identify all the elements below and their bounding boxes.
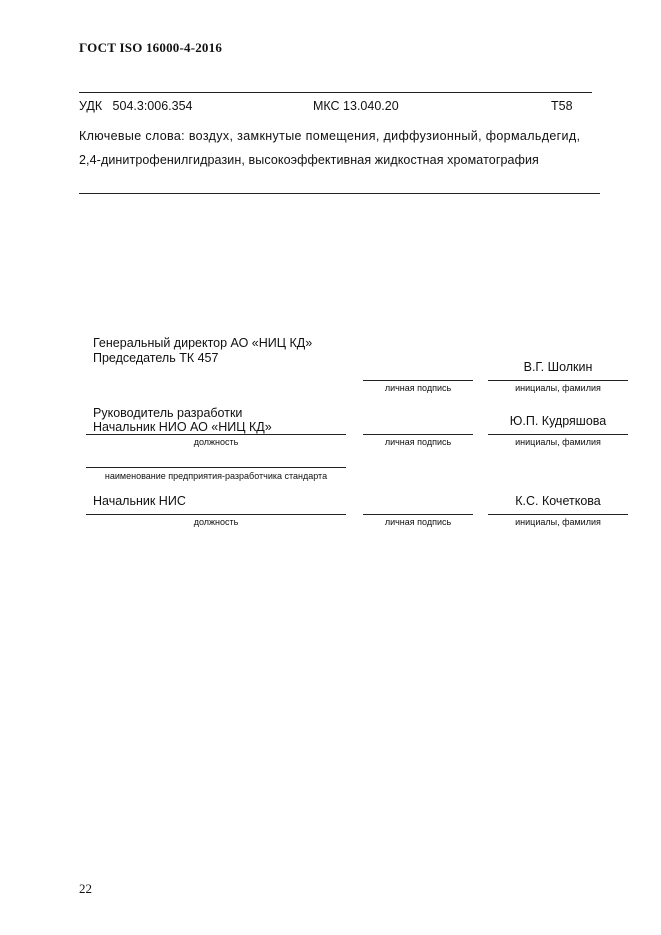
- bottom-rule: [79, 193, 600, 194]
- organization-caption: наименование предприятия-разработчика стандарта: [104, 471, 328, 481]
- keywords-line-2: 2,4-динитрофенилгидразин, высокоэффективная жидкостная хроматография: [79, 153, 539, 167]
- signatory-1-title-line-2: Председатель ТК 457: [93, 351, 219, 365]
- signatory-3-name-line: [488, 514, 628, 515]
- signatory-1-name: В.Г. Шолкин: [523, 360, 593, 374]
- signatory-3-sign-caption: личная подпись: [384, 517, 452, 527]
- signatory-2-position-line: [86, 434, 346, 435]
- signatory-1-sign-line: [363, 380, 473, 381]
- mks-code: МКС 13.040.20: [313, 99, 399, 113]
- signatory-3-position-line: [86, 514, 346, 515]
- signatory-3-title: Начальник НИС: [93, 494, 186, 508]
- signatory-2-position-caption: должность: [193, 437, 239, 447]
- signatory-1-sign-caption: личная подпись: [384, 383, 452, 393]
- udk-code: УДК 504.3:006.354: [79, 99, 193, 113]
- okp-code: Т58: [551, 99, 573, 113]
- signatory-2-name-caption: инициалы, фамилия: [515, 437, 601, 447]
- signatory-1-name-line: [488, 380, 628, 381]
- signatory-2-name: Ю.П. Кудряшова: [509, 414, 607, 428]
- signatory-1-name-caption: инициалы, фамилия: [515, 383, 601, 393]
- document-header: ГОСТ ISO 16000-4-2016: [79, 40, 223, 55]
- signatory-2-sign-caption: личная подпись: [384, 437, 452, 447]
- organization-line: [86, 467, 346, 468]
- signatory-2-name-line: [488, 434, 628, 435]
- top-rule: [79, 92, 592, 93]
- signatory-2-sign-line: [363, 434, 473, 435]
- keywords-line-1: Ключевые слова: воздух, замкнутые помещения, диффузионный, формальдегид,: [79, 129, 581, 143]
- signatory-3-name: К.С. Кочеткова: [515, 494, 601, 508]
- signatory-2-title-line-2: Начальник НИО АО «НИЦ КД»: [93, 420, 272, 434]
- signatory-3-position-caption: должность: [193, 517, 239, 527]
- signatory-3-name-caption: инициалы, фамилия: [515, 517, 601, 527]
- signatory-3-sign-line: [363, 514, 473, 515]
- signatory-1-title-line-1: Генеральный директор АО «НИЦ КД»: [93, 336, 313, 350]
- page-number: 22: [79, 881, 92, 896]
- signatory-2-title-line-1: Руководитель разработки: [93, 406, 243, 420]
